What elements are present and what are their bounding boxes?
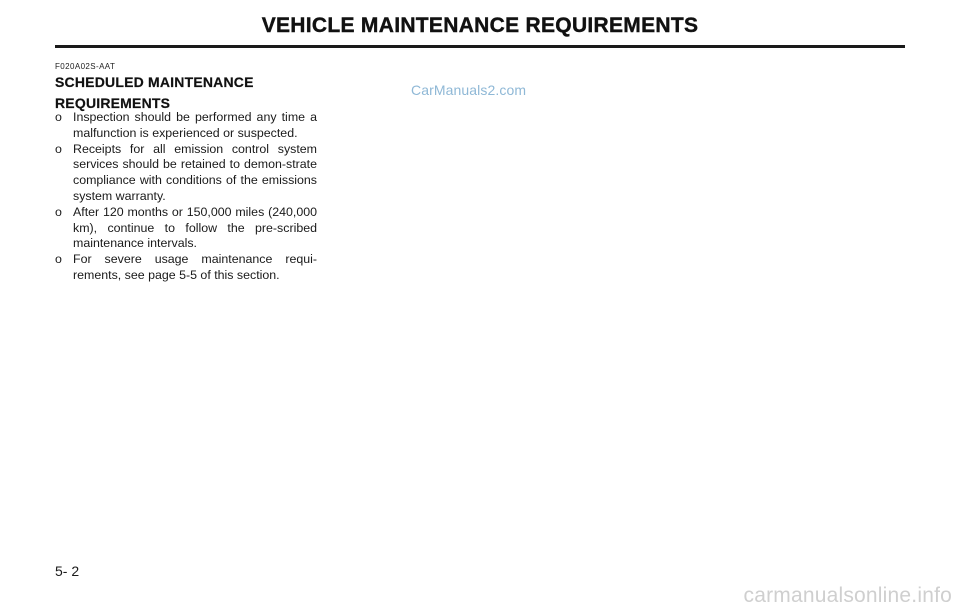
list-item xyxy=(55,252,317,284)
bullet-marker-icon: o xyxy=(55,204,62,219)
page-header-title: VEHICLE MAINTENANCE REQUIREMENTS xyxy=(261,14,699,37)
watermark-footer: carmanualsonline.info xyxy=(743,584,952,607)
list-item xyxy=(55,205,317,252)
header-rule xyxy=(55,45,905,48)
page-number: 5- 2 xyxy=(55,563,80,579)
maintenance-requirements-list xyxy=(55,110,317,284)
list-item-text: Inspection should be performed any time a malfunction is experienced or suspected. xyxy=(73,110,317,140)
section-title-line-1: SCHEDULED MAINTENANCE xyxy=(55,74,254,90)
list-item xyxy=(55,110,317,142)
list-item-text: Receipts for all emission control system services should be retained to demon-strate compliance with conditions of the emissions system warranty. xyxy=(73,141,317,203)
bullet-marker-icon: o xyxy=(55,252,62,267)
list-item xyxy=(55,142,317,205)
section-title-line-2: REQUIREMENTS xyxy=(55,95,171,111)
bullet-marker-icon: o xyxy=(55,110,62,124)
list-item-text: After 120 months or 150,000 miles (240,000 km), continue to follow the pre-scribed maintenance intervals. xyxy=(73,204,317,251)
section-code: F020A02S-AAT xyxy=(55,62,116,71)
list-item-text: For severe usage maintenance requi-rements, see page 5-5 of this section. xyxy=(73,252,317,282)
bullet-marker-icon: o xyxy=(55,141,62,156)
watermark-top: CarManuals2.com xyxy=(411,82,527,98)
section-title xyxy=(55,72,335,114)
